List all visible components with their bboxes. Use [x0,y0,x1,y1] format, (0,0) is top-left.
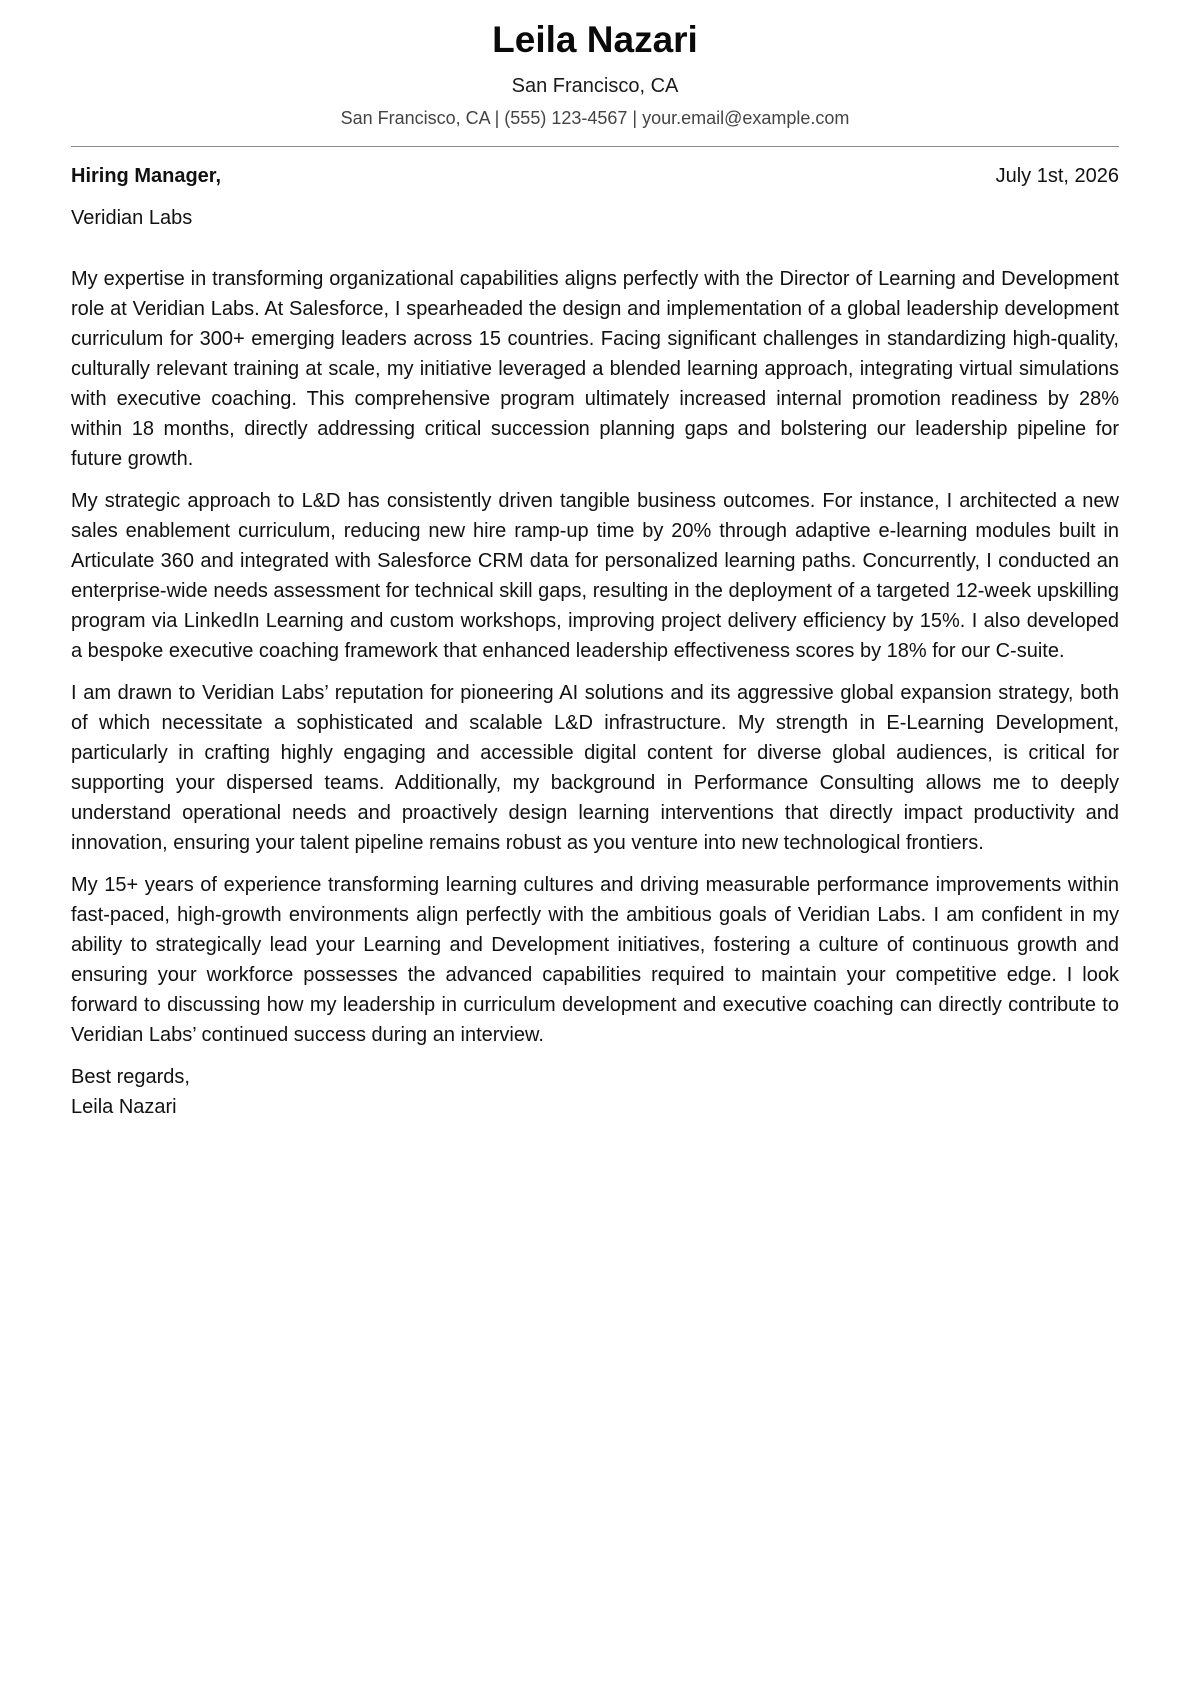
signature-name: Leila Nazari [71,1096,177,1118]
recipient-salutation: Hiring Manager, [71,165,222,187]
recipient-company: Veridian Labs [71,207,193,229]
body-paragraph: I am drawn to Veridian Labs’ reputation for pioneering AI solutions and its aggressive global expansion strategy, both of which necessitate a sophisticated and scalable L&D infrastructure. My strength in E-Learning Development, particularly in crafting highly engaging and accessible digital content for diverse global audiences, is critical for supporting your dispersed teams. Additionally, my background in Performance Consulting allows me to deeply understand operational needs and proactively design learning interventions that directly impact productivity and innovation, ensuring your talent pipeline remains robust as you venture into new technological frontiers. [71,682,1119,854]
letter-body [71,264,1119,1050]
body-paragraph: My expertise in transforming organizational capabilities aligns perfectly with the Director of Learning and Development role at Veridian Labs. At Salesforce, I spearheaded the design and implementation of a global leadership development curriculum for 300+ emerging leaders across 15 countries. Facing significant challenges in standardizing high-quality, culturally relevant training at scale, my initiative leveraged a blended learning approach, integrating virtual simulations with executive coaching. This comprehensive program ultimately increased internal promotion readiness by 28% within 18 months, directly addressing critical succession planning gaps and bolstering our leadership pipeline for future growth. [71,268,1119,470]
applicant-name: Leila Nazari [492,19,698,60]
closing-phrase: Best regards, [71,1066,190,1088]
recipient-date-row [71,163,1119,189]
applicant-location: San Francisco, CA [511,75,679,97]
body-paragraph: My strategic approach to L&D has consistently driven tangible business outcomes. For instance, I architected a new sales enablement curriculum, reducing new hire ramp-up time by 20% through adaptive e-learning modules built in Articulate 360 and integrated with Salesforce CRM data for personalized learning paths. Concurrently, I conducted an enterprise-wide needs assessment for technical skill gaps, resulting in the deployment of a targeted 12-week upskilling program via LinkedIn Learning and custom workshops, improving project delivery efficiency by 15%. I also developed a bespoke executive coaching framework that enhanced leadership effectiveness scores by 18% for our C-suite. [71,490,1119,662]
letter-closing [71,1062,1119,1122]
body-paragraph: My 15+ years of experience transforming learning cultures and driving measurable performance improvements within fast-paced, high-growth environments align perfectly with the ambitious goals of Veridian Labs. I am confident in my ability to strategically lead your Learning and Development initiatives, fostering a culture of continuous growth and ensuring your workforce possesses the advanced capabilities required to maintain your competitive edge. I look forward to discussing how my leadership in curriculum development and executive coaching can directly contribute to Veridian Labs’ continued success during an interview. [71,874,1119,1046]
header-divider [71,146,1119,147]
letter-date: July 1st, 2026 [995,165,1119,187]
letter-header [71,0,1119,130]
contact-line: San Francisco, CA | (555) 123-4567 | your.email@example.com [340,108,850,128]
